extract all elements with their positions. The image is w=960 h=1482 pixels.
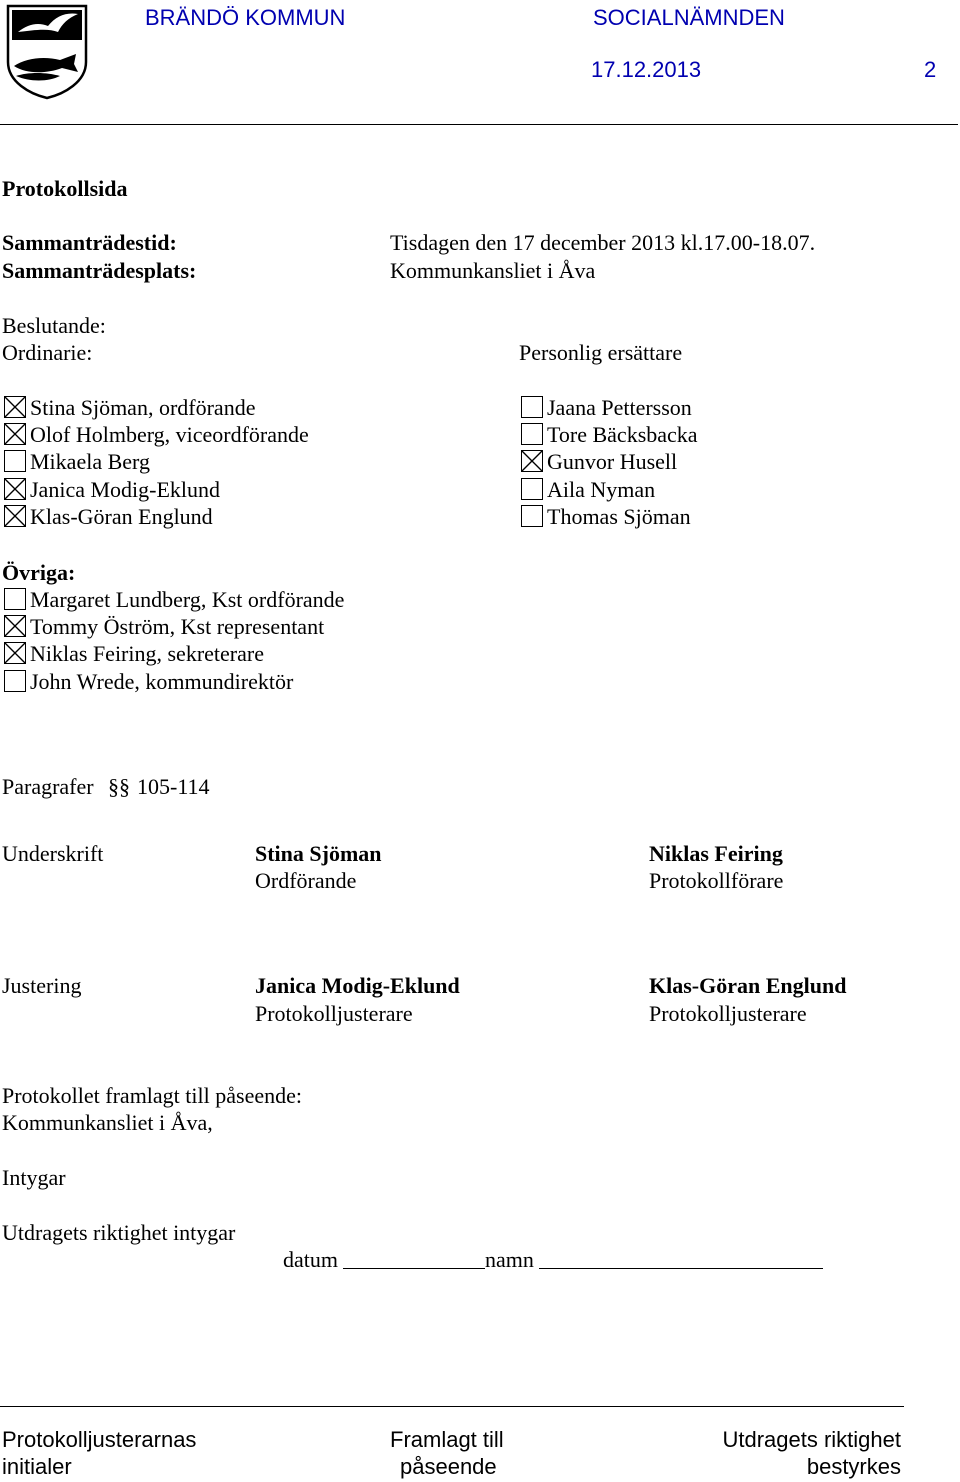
footer-initials-line-2: initialer	[2, 1454, 72, 1479]
footer-displayed-line-1: Framlagt till	[390, 1427, 504, 1452]
checkbox[interactable]	[521, 396, 543, 418]
substitute-name: Thomas Sjöman	[547, 504, 691, 529]
extract-label: Utdragets riktighet intygar	[2, 1220, 236, 1245]
header-page-number: 2	[924, 57, 937, 82]
footer-initials-line-1: Protokolljusterarnas	[2, 1427, 197, 1452]
meeting-place-value: Kommunkansliet i Åva	[390, 258, 596, 283]
page-title: Protokollsida	[2, 176, 128, 201]
meeting-place-label: Sammanträdesplats:	[2, 258, 197, 283]
adjuster2-role: Protokolljusterare	[649, 1001, 807, 1026]
checkbox[interactable]	[4, 505, 26, 527]
adjuster1-name: Janica Modig-Eklund	[255, 973, 460, 998]
secretary-role: Protokollförare	[649, 868, 784, 893]
adjuster2-name: Klas-Göran Englund	[649, 973, 847, 998]
member-name: Janica Modig-Eklund	[30, 477, 221, 502]
date-field[interactable]	[343, 1268, 485, 1269]
checkbox[interactable]	[4, 396, 26, 418]
display-line-1: Protokollet framlagt till påseende:	[2, 1083, 302, 1108]
meeting-time-label: Sammanträdestid:	[2, 230, 177, 255]
decision-makers-label: Beslutande:	[2, 313, 106, 338]
checkbox[interactable]	[4, 642, 26, 664]
name-label: namn	[485, 1247, 534, 1272]
certification-label: Intygar	[2, 1165, 66, 1190]
member-name: Stina Sjöman, ordförande	[30, 395, 256, 420]
header-municipality: BRÄNDÖ KOMMUN	[145, 5, 346, 30]
header-divider	[0, 124, 958, 125]
adjuster1-role: Protokolljusterare	[255, 1001, 413, 1026]
name-field[interactable]	[539, 1268, 823, 1269]
date-label: datum	[283, 1247, 338, 1272]
adjustment-label: Justering	[2, 973, 82, 998]
display-line-2: Kommunkansliet i Åva,	[2, 1110, 213, 1135]
checkbox[interactable]	[4, 478, 26, 500]
attendee-name: Tommy Öström, Kst representant	[30, 614, 325, 639]
signature-label: Underskrift	[2, 841, 104, 866]
checkbox[interactable]	[4, 423, 26, 445]
member-name: Mikaela Berg	[30, 449, 150, 474]
footer-certified-line-2: bestyrkes	[806, 1454, 901, 1479]
checkbox[interactable]	[4, 615, 26, 637]
checkbox[interactable]	[4, 670, 26, 692]
footer-certified-line-1: Utdragets riktighet	[722, 1427, 901, 1452]
footer-divider	[0, 1406, 904, 1407]
chair-role: Ordförande	[255, 868, 357, 893]
member-name: Olof Holmberg, viceordförande	[30, 422, 309, 447]
attendee-name: Niklas Feiring, sekreterare	[30, 641, 264, 666]
header-committee: SOCIALNÄMNDEN	[593, 5, 785, 30]
checkbox[interactable]	[521, 423, 543, 445]
paragraph-symbol: §§	[108, 774, 130, 799]
checkbox[interactable]	[521, 478, 543, 500]
attendee-name: Margaret Lundberg, Kst ordförande	[30, 587, 345, 612]
chair-name: Stina Sjöman	[255, 841, 382, 866]
meeting-time-value: Tisdagen den 17 december 2013 kl.17.00-18.07.	[390, 230, 816, 255]
substitute-name: Aila Nyman	[547, 477, 656, 502]
substitute-name: Tore Bäcksbacka	[547, 422, 698, 447]
substitute-name: Jaana Pettersson	[547, 395, 692, 420]
checkbox[interactable]	[4, 588, 26, 610]
checkbox[interactable]	[4, 450, 26, 472]
member-name: Klas-Göran Englund	[30, 504, 213, 529]
paragraphs-value: 105-114	[137, 774, 210, 799]
footer-displayed-line-2: påseende	[400, 1454, 497, 1479]
attendee-name: John Wrede, kommundirektör	[30, 669, 294, 694]
checkbox[interactable]	[521, 450, 543, 472]
secretary-name: Niklas Feiring	[649, 841, 783, 866]
paragraphs-label: Paragrafer	[2, 774, 94, 799]
municipality-coat-of-arms	[4, 2, 90, 100]
substitute-label: Personlig ersättare	[519, 340, 683, 365]
header-date: 17.12.2013	[591, 57, 702, 82]
checkbox[interactable]	[521, 505, 543, 527]
ordinary-label: Ordinarie:	[2, 340, 93, 365]
substitute-name: Gunvor Husell	[547, 449, 678, 474]
others-label: Övriga:	[2, 560, 76, 585]
